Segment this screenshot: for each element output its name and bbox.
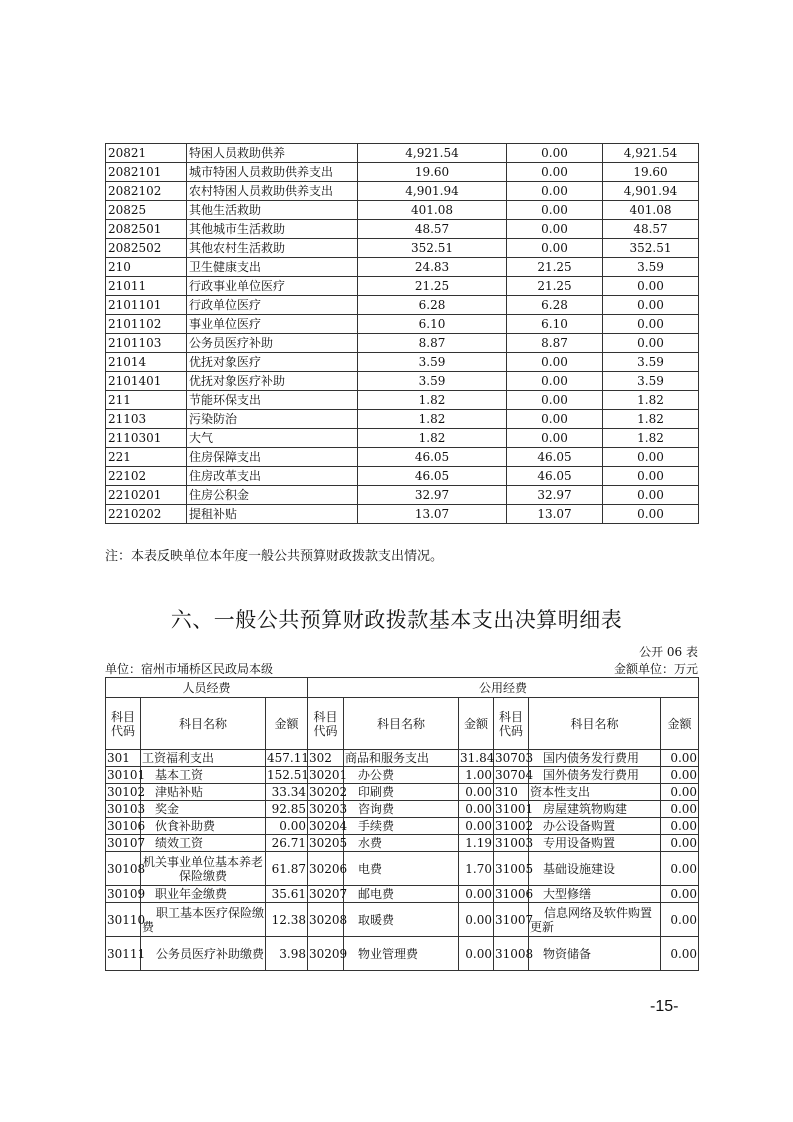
subject-name: 其他城市生活救助 xyxy=(187,220,358,239)
table-row xyxy=(106,201,699,220)
basic-amount: 0.00 xyxy=(507,220,603,239)
basic-amount: 0.00 xyxy=(507,182,603,201)
table-row xyxy=(106,886,699,903)
subject-name: 特困人员救助供养 xyxy=(187,144,358,163)
amount: 0.00 xyxy=(661,835,699,852)
subject-name: 水费 xyxy=(344,835,459,852)
col-header-code: 科目代码 xyxy=(106,698,141,750)
subject-name: 其他生活救助 xyxy=(187,201,358,220)
group-header-personnel: 人员经费 xyxy=(106,678,308,698)
subject-code: 211 xyxy=(106,391,187,410)
section-title: 六、一般公共预算财政拨款基本支出决算明细表 xyxy=(170,608,623,632)
basic-amount: 21.25 xyxy=(507,277,603,296)
subject-name: 行政事业单位医疗 xyxy=(187,277,358,296)
subject-name: 提租补贴 xyxy=(187,505,358,524)
subject-name: 农村特困人员救助供养支出 xyxy=(187,182,358,201)
subject-code: 20821 xyxy=(106,144,187,163)
basic-amount: 0.00 xyxy=(507,201,603,220)
amount: 0.00 xyxy=(661,801,699,818)
reporting-unit: 单位：宿州市埇桥区民政局本级 xyxy=(105,662,274,676)
project-amount: 0.00 xyxy=(603,448,699,467)
subject-code: 2101401 xyxy=(106,372,187,391)
subject-name: 优抚对象医疗补助 xyxy=(187,372,358,391)
basic-amount: 0.00 xyxy=(507,353,603,372)
subject-code: 2110301 xyxy=(106,429,187,448)
table-row xyxy=(106,353,699,372)
subject-name: 卫生健康支出 xyxy=(187,258,358,277)
subject-name: 伙食补助费 xyxy=(141,818,266,835)
subject-code: 2101103 xyxy=(106,334,187,353)
subject-name: 节能环保支出 xyxy=(187,391,358,410)
table-row xyxy=(106,277,699,296)
subject-code: 2082102 xyxy=(106,182,187,201)
project-amount: 1.82 xyxy=(603,429,699,448)
amount: 61.87 xyxy=(266,852,308,886)
total-amount: 8.87 xyxy=(358,334,507,353)
project-amount: 19.60 xyxy=(603,163,699,182)
subject-name: 信息网络及软件购置更新 xyxy=(529,903,661,937)
amount: 0.00 xyxy=(661,903,699,937)
table-row xyxy=(106,258,699,277)
table-row xyxy=(106,818,699,835)
subject-code: 2210201 xyxy=(106,486,187,505)
total-amount: 352.51 xyxy=(358,239,507,258)
amount: 35.61 xyxy=(266,886,308,903)
amount: 0.00 xyxy=(459,818,494,835)
table-row xyxy=(106,391,699,410)
project-amount: 0.00 xyxy=(603,334,699,353)
subject-code: 2082501 xyxy=(106,220,187,239)
col-header-amount: 金额 xyxy=(266,698,308,750)
subject-name: 商品和服务支出 xyxy=(344,750,459,767)
subject-code: 31003 xyxy=(495,836,534,850)
amount: 0.00 xyxy=(661,852,699,886)
subject-name: 公务员医疗补助缴费 xyxy=(141,937,266,971)
group-header-public: 公用经费 xyxy=(308,678,699,698)
table-row xyxy=(106,903,699,937)
amount: 152.51 xyxy=(267,768,309,782)
subject-name: 资本性支出 xyxy=(529,784,661,801)
table-row xyxy=(106,486,699,505)
table-row xyxy=(106,144,699,163)
subject-code: 30101 xyxy=(107,768,146,782)
subject-code: 30111 xyxy=(106,937,141,971)
col-header-amount: 金额 xyxy=(661,698,699,750)
project-amount: 4,921.54 xyxy=(603,144,699,163)
total-amount: 19.60 xyxy=(358,163,507,182)
basic-expenditure-detail-table xyxy=(105,677,699,971)
col-header-code: 科目代码 xyxy=(308,698,344,750)
amount: 1.00 xyxy=(459,767,494,784)
project-amount: 3.59 xyxy=(603,258,699,277)
subject-name: 基础设施建设 xyxy=(529,852,661,886)
amount: 26.71 xyxy=(266,835,308,852)
project-amount: 0.00 xyxy=(603,486,699,505)
subject-code: 22102 xyxy=(106,467,187,486)
table-row xyxy=(106,784,699,801)
table-row xyxy=(106,448,699,467)
subject-name: 绩效工资 xyxy=(141,835,266,852)
table-row xyxy=(106,239,699,258)
subject-code: 30102 xyxy=(107,785,146,799)
total-amount: 6.10 xyxy=(358,315,507,334)
subject-code: 30106 xyxy=(107,819,146,833)
basic-amount: 0.00 xyxy=(507,144,603,163)
basic-amount: 0.00 xyxy=(507,163,603,182)
subject-name: 机关事业单位基本养老保险缴费 xyxy=(141,852,266,886)
table-row xyxy=(106,163,699,182)
basic-amount: 6.10 xyxy=(507,315,603,334)
total-amount: 4,901.94 xyxy=(358,182,507,201)
amount: 0.00 xyxy=(661,937,699,971)
subject-code: 210 xyxy=(106,258,187,277)
basic-amount: 21.25 xyxy=(507,258,603,277)
project-amount: 1.82 xyxy=(603,410,699,429)
col-header-name: 科目名称 xyxy=(344,698,459,750)
amount: 0.00 xyxy=(661,784,699,801)
subject-name: 咨询费 xyxy=(344,801,459,818)
amount: 0.00 xyxy=(459,886,494,903)
subject-name: 工资福利支出 xyxy=(141,750,266,767)
subject-code: 31007 xyxy=(494,903,529,937)
amount: 0.00 xyxy=(661,818,699,835)
table-row xyxy=(106,767,699,784)
basic-amount: 13.07 xyxy=(507,505,603,524)
subject-name: 印刷费 xyxy=(344,784,459,801)
amount: 1.70 xyxy=(459,852,494,886)
subject-code: 20825 xyxy=(106,201,187,220)
basic-amount: 0.00 xyxy=(507,410,603,429)
appropriation-expenditure-table xyxy=(105,143,699,524)
subject-code: 2101102 xyxy=(106,315,187,334)
form-number: 公开 06 表 xyxy=(639,645,698,659)
col-header-name: 科目名称 xyxy=(529,698,661,750)
subject-name: 住房保障支出 xyxy=(187,448,358,467)
amount: 33.34 xyxy=(266,784,308,801)
total-amount: 32.97 xyxy=(358,486,507,505)
project-amount: 1.82 xyxy=(603,391,699,410)
subject-name: 其他农村生活救助 xyxy=(187,239,358,258)
subject-name: 国外债务发行费用 xyxy=(529,767,661,784)
table-row xyxy=(106,220,699,239)
subject-code: 21011 xyxy=(106,277,187,296)
subject-code: 301 xyxy=(106,750,141,767)
basic-amount: 6.28 xyxy=(507,296,603,315)
table-row xyxy=(106,750,699,767)
subject-name: 电费 xyxy=(344,852,459,886)
amount: 12.38 xyxy=(266,903,308,937)
amount: 0.00 xyxy=(661,750,699,767)
subject-code: 30103 xyxy=(107,802,146,816)
subject-code: 30206 xyxy=(308,852,344,886)
basic-amount: 0.00 xyxy=(507,429,603,448)
table-row xyxy=(106,410,699,429)
total-amount: 48.57 xyxy=(358,220,507,239)
subject-name: 住房改革支出 xyxy=(187,467,358,486)
subject-name: 优抚对象医疗 xyxy=(187,353,358,372)
project-amount: 0.00 xyxy=(603,277,699,296)
subject-name: 大气 xyxy=(187,429,358,448)
table-row xyxy=(106,467,699,486)
project-amount: 0.00 xyxy=(603,296,699,315)
subject-code: 30108 xyxy=(106,852,141,886)
subject-code: 30704 xyxy=(495,768,534,782)
subject-name: 物业管理费 xyxy=(344,937,459,971)
total-amount: 4,921.54 xyxy=(358,144,507,163)
project-amount: 3.59 xyxy=(603,353,699,372)
subject-name: 行政单位医疗 xyxy=(187,296,358,315)
total-amount: 3.59 xyxy=(358,372,507,391)
subject-code: 31005 xyxy=(494,852,529,886)
subject-name: 住房公积金 xyxy=(187,486,358,505)
subject-name: 办公费 xyxy=(344,767,459,784)
amount-unit: 金额单位：万元 xyxy=(613,662,698,676)
subject-name: 职业年金缴费 xyxy=(141,886,266,903)
table-row xyxy=(106,315,699,334)
page-number: -15- xyxy=(650,998,679,1015)
subject-code: 31001 xyxy=(495,802,534,816)
subject-code: 30107 xyxy=(107,836,146,850)
basic-amount: 0.00 xyxy=(507,239,603,258)
amount: 0.00 xyxy=(459,784,494,801)
subject-code: 31002 xyxy=(495,819,534,833)
subject-name: 国内债务发行费用 xyxy=(529,750,661,767)
subject-code: 30204 xyxy=(309,819,348,833)
project-amount: 48.57 xyxy=(603,220,699,239)
col-header-amount: 金额 xyxy=(459,698,494,750)
project-amount: 3.59 xyxy=(603,372,699,391)
subject-name: 津贴补贴 xyxy=(141,784,266,801)
subject-name: 手续费 xyxy=(344,818,459,835)
amount: 0.00 xyxy=(459,903,494,937)
total-amount: 3.59 xyxy=(358,353,507,372)
amount: 0.00 xyxy=(661,767,699,784)
subject-name: 污染防治 xyxy=(187,410,358,429)
total-amount: 1.82 xyxy=(358,391,507,410)
subject-name: 事业单位医疗 xyxy=(187,315,358,334)
table-row xyxy=(106,372,699,391)
project-amount: 352.51 xyxy=(603,239,699,258)
subject-name: 办公设备购置 xyxy=(529,818,661,835)
table-row xyxy=(106,182,699,201)
subject-name: 城市特困人员救助供养支出 xyxy=(187,163,358,182)
table-row xyxy=(106,505,699,524)
total-amount: 1.82 xyxy=(358,429,507,448)
table-row xyxy=(106,429,699,448)
project-amount: 4,901.94 xyxy=(603,182,699,201)
table-row xyxy=(106,334,699,353)
subject-code: 30205 xyxy=(309,836,348,850)
table-row xyxy=(106,801,699,818)
basic-amount: 46.05 xyxy=(507,467,603,486)
basic-amount: 32.97 xyxy=(507,486,603,505)
subject-code: 30110 xyxy=(106,903,141,937)
subject-name: 大型修缮 xyxy=(529,886,661,903)
amount: 0.00 xyxy=(266,818,308,835)
subject-code: 30201 xyxy=(309,768,348,782)
total-amount: 13.07 xyxy=(358,505,507,524)
table-row xyxy=(106,835,699,852)
basic-amount: 8.87 xyxy=(507,334,603,353)
subject-name: 公务员医疗补助 xyxy=(187,334,358,353)
subject-name: 物资储备 xyxy=(529,937,661,971)
subject-code: 2082502 xyxy=(106,239,187,258)
total-amount: 401.08 xyxy=(358,201,507,220)
amount: 0.00 xyxy=(459,937,494,971)
subject-name: 奖金 xyxy=(141,801,266,818)
subject-code: 310 xyxy=(494,784,529,801)
subject-name: 房屋建筑物购建 xyxy=(529,801,661,818)
subject-code: 2101101 xyxy=(106,296,187,315)
subject-code: 221 xyxy=(106,448,187,467)
total-amount: 46.05 xyxy=(358,448,507,467)
table-row xyxy=(106,937,699,971)
project-amount: 0.00 xyxy=(603,467,699,486)
subject-code: 302 xyxy=(308,750,344,767)
subject-name: 取暖费 xyxy=(344,903,459,937)
amount: 0.00 xyxy=(459,801,494,818)
total-amount: 46.05 xyxy=(358,467,507,486)
amount: 92.85 xyxy=(266,801,308,818)
subject-name: 职工基本医疗保险缴费 xyxy=(141,903,266,937)
amount: 457.11 xyxy=(267,751,309,765)
subject-code: 2082101 xyxy=(106,163,187,182)
table-note: 注：本表反映单位本年度一般公共预算财政拨款支出情况。 xyxy=(105,549,444,564)
total-amount: 24.83 xyxy=(358,258,507,277)
subject-code: 30203 xyxy=(309,802,348,816)
table-row xyxy=(106,852,699,886)
subject-code: 30703 xyxy=(495,751,534,765)
total-amount: 6.28 xyxy=(358,296,507,315)
subject-code: 31006 xyxy=(495,887,534,901)
subject-code: 30209 xyxy=(308,937,344,971)
subject-code: 31008 xyxy=(494,937,529,971)
basic-amount: 0.00 xyxy=(507,391,603,410)
subject-name: 专用设备购置 xyxy=(529,835,661,852)
project-amount: 401.08 xyxy=(603,201,699,220)
subject-code: 30208 xyxy=(308,903,344,937)
amount: 31.84 xyxy=(460,751,495,765)
subject-code: 30109 xyxy=(107,887,146,901)
amount: 1.19 xyxy=(459,835,494,852)
basic-amount: 46.05 xyxy=(507,448,603,467)
total-amount: 1.82 xyxy=(358,410,507,429)
col-header-name: 科目名称 xyxy=(141,698,266,750)
subject-code: 21014 xyxy=(106,353,187,372)
total-amount: 21.25 xyxy=(358,277,507,296)
project-amount: 0.00 xyxy=(603,505,699,524)
amount: 3.98 xyxy=(266,937,308,971)
subject-code: 30207 xyxy=(309,887,348,901)
subject-name: 邮电费 xyxy=(344,886,459,903)
project-amount: 0.00 xyxy=(603,315,699,334)
subject-code: 2210202 xyxy=(106,505,187,524)
subject-code: 21103 xyxy=(106,410,187,429)
subject-code: 30202 xyxy=(309,785,348,799)
basic-amount: 0.00 xyxy=(507,372,603,391)
amount: 0.00 xyxy=(661,886,699,903)
table-row xyxy=(106,296,699,315)
col-header-code: 科目代码 xyxy=(494,698,529,750)
subject-name: 基本工资 xyxy=(141,767,266,784)
